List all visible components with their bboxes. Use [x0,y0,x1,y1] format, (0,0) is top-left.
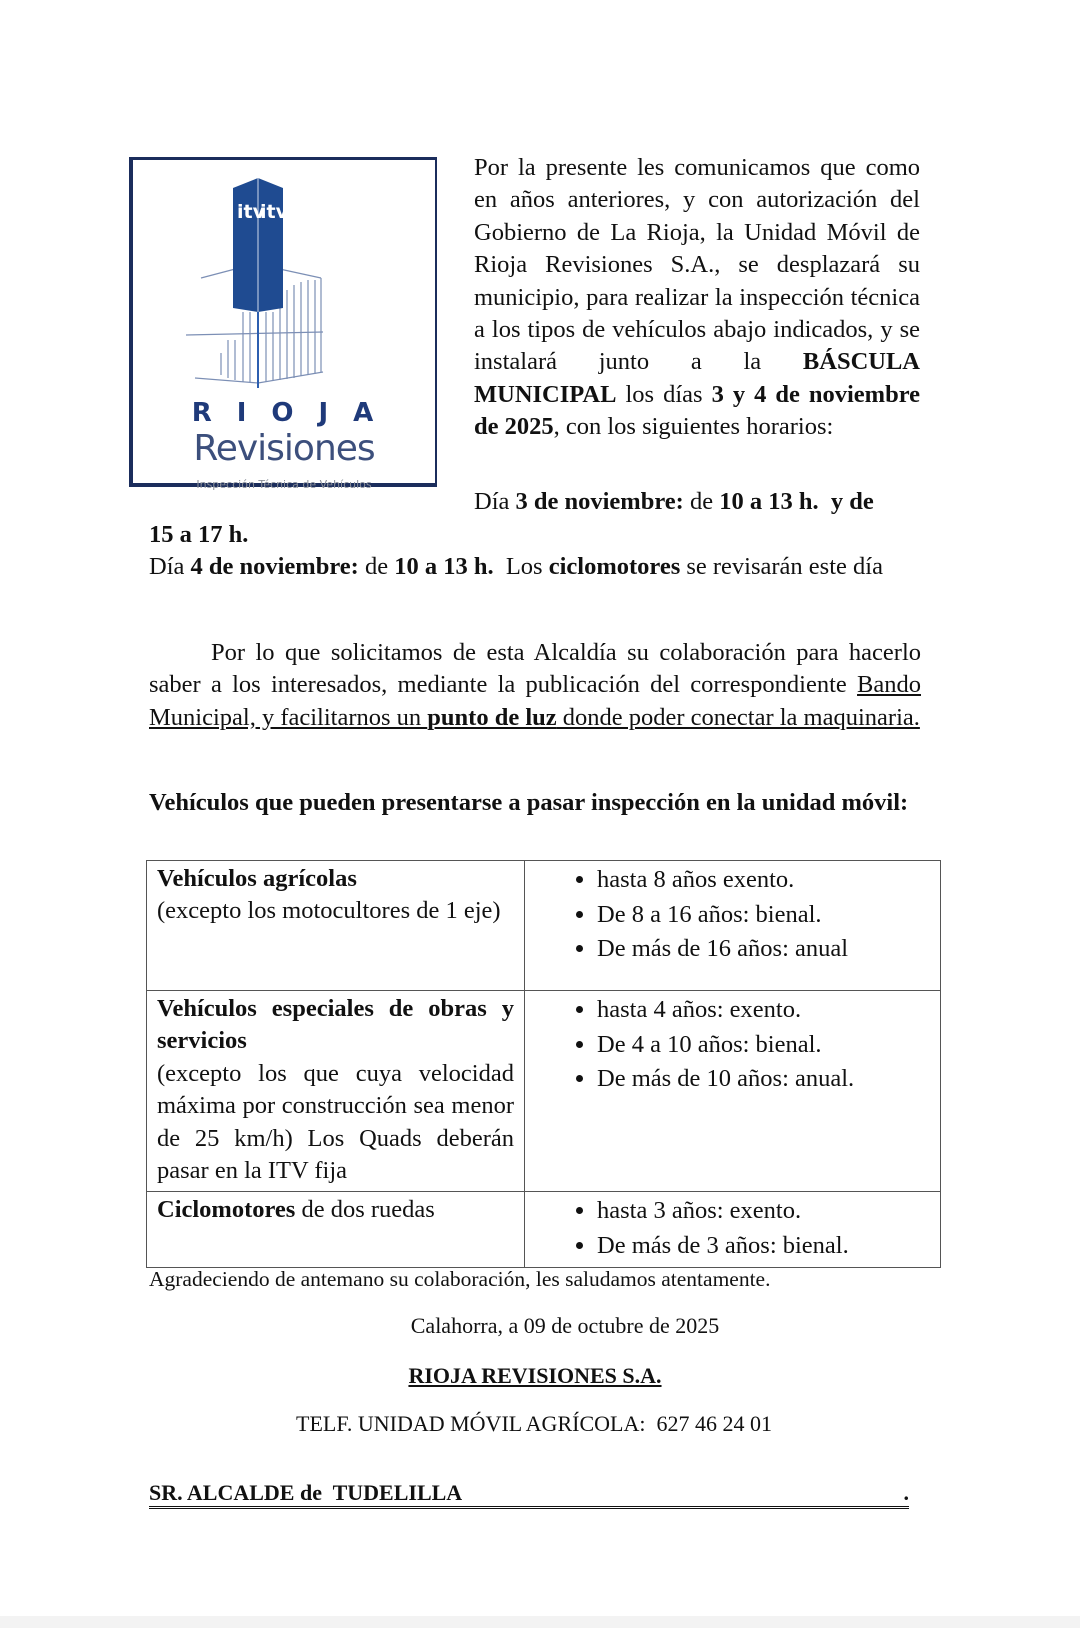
schedule-continued [149,519,921,584]
label: y de [818,488,874,515]
vehicle-note: (excepto los motocultores de 1 eje) [157,897,501,925]
table-row [147,991,941,1192]
svg-text:itv: itv [260,201,288,223]
rule-item: • De 8 a 16 años: bienal. [597,898,930,933]
rule-item: • De 4 a 10 años: bienal. [597,1028,930,1063]
location-name: BÁSCULA MUNICIPAL [474,348,920,408]
intro-text: los días [616,380,712,408]
rule-item: • De más de 3 años: bienal. [597,1229,930,1264]
logo-revisiones: Revisiones [193,428,375,469]
addressee: SR. ALCALDE de TUDELILLA [149,1480,463,1505]
request-text: Por lo que solicitamos de esta Alcaldía su colaboración para hacerlo saber a los interesados, mediante la publicación del correspondiente [149,639,921,699]
rule-item: • hasta 8 años exento. [597,863,930,898]
day1-date: 3 de noviembre: [515,488,684,515]
label: Día [149,553,191,581]
company-signature: RIOJA REVISIONES S.A. [408,1363,662,1388]
addressee-line [149,1480,909,1509]
vehicle-type: Ciclomotores [157,1196,296,1224]
rule-item: • De más de 16 años: anual [597,932,930,967]
label: de [358,553,395,581]
rule-item: • De más de 10 años: anual. [597,1062,930,1097]
bando-municipal: Bando Municipal, y facilitarnos un [149,671,921,731]
table-row [147,861,941,991]
table-row [147,1192,941,1268]
vehicles-table [146,860,941,1268]
day1-morning-hours: 10 a 13 h. [719,488,819,515]
place-date: Calahorra, a 09 de octubre de 2025 [410,1313,720,1338]
day1-afternoon-hours: 15 a 17 h. [149,521,249,548]
label: de [683,488,720,515]
rules-cell [525,991,941,1192]
label: se revisarán este día [680,553,883,581]
logo-rioja: RIOJA [191,398,399,428]
schedule-day1 [474,486,874,518]
company-logo [129,157,437,491]
label: Día [474,488,516,515]
intro-paragraph [474,152,920,444]
vehicle-type-cell [147,861,525,991]
vehicle-type-cell [147,1192,525,1268]
rules-cell [525,1192,941,1268]
vehicle-note: (excepto los que cuya velocidad máxima por construcción sea menor de 25 km/h) Los Quads deberán pasar en la ITV fija [157,1059,514,1185]
day2-date: 4 de noviembre: [190,553,359,581]
vehicle-type-cell [147,991,525,1192]
day2-morning-hours: 10 a 13 h. [394,553,494,581]
vehicle-note: de dos ruedas [295,1196,435,1224]
itv-badge-text: itv [237,201,265,223]
ciclomotores-label: ciclomotores [548,553,681,581]
punto-de-luz: punto de luz [427,703,557,731]
rules-cell [525,861,941,991]
phone-line: TELF. UNIDAD MÓVIL AGRÍCOLA: 627 46 24 01 [296,1411,772,1436]
inspection-dates: 3 y 4 de noviembre de 2025 [474,380,920,441]
intro-text: Por la presente les comunicamos que como en años anteriores, y con autorización del Gobierno de La Rioja, la Unidad Móvil de Rioja Revisiones S.A., se desplazará su municipio, para realizar la inspección técnica a los tipos de vehículos abajo indicados, y se instalará junto a la [474,154,920,376]
logo-tagline: Inspección Técnica de Vehículos [196,478,372,491]
request-text-underlined: donde poder conectar la maquinaria. [556,703,920,731]
vehicle-type: Vehículos especiales de obras y servicios [157,995,514,1055]
vehicles-heading: Vehículos que pueden presentarse a pasar inspección en la unidad móvil: [149,789,909,816]
page-bottom-bar [0,1616,1080,1628]
request-paragraph [149,637,921,734]
rule-item: • hasta 3 años: exento. [597,1194,930,1229]
intro-text: , con los siguientes horarios: [553,413,834,441]
rule-item: • hasta 4 años: exento. [597,993,930,1028]
vehicle-type: Vehículos agrícolas [157,865,357,892]
addressee-end: . [903,1480,909,1505]
closing-line: Agradeciendo de antemano su colaboración, les saludamos atentamente. [149,1267,771,1291]
label: Los [493,553,549,581]
